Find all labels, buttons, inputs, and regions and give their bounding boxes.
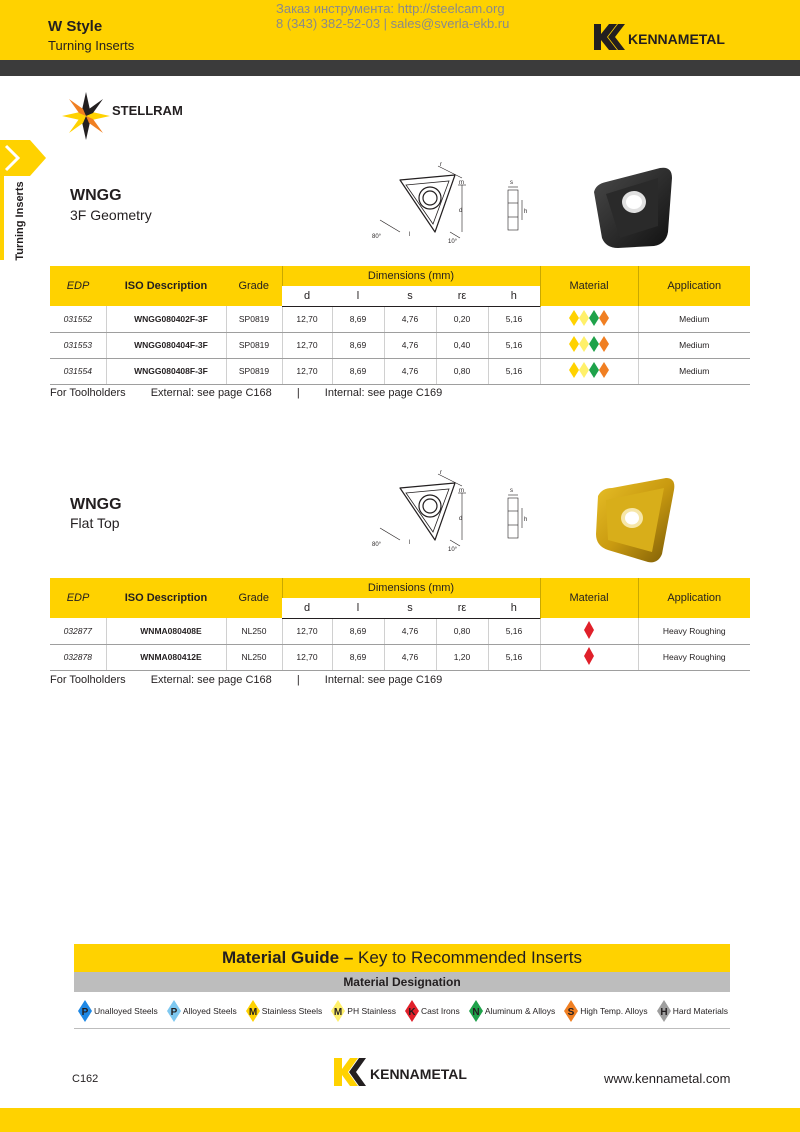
diagram-label-h: h bbox=[524, 209, 528, 215]
diagram-label-l: l bbox=[409, 232, 411, 238]
cell-h: 5,16 bbox=[488, 618, 540, 644]
material-diamonds-icon bbox=[567, 334, 611, 354]
material-diamonds-icon bbox=[567, 360, 611, 380]
legend-label: Cast Irons bbox=[421, 1006, 460, 1016]
cell-d: 12,70 bbox=[282, 358, 332, 384]
material-guide-title-rest: Key to Recommended Inserts bbox=[353, 948, 582, 967]
table-row bbox=[50, 618, 750, 644]
legend-item bbox=[246, 1000, 322, 1022]
cell-h: 5,16 bbox=[488, 306, 540, 332]
toolholders-separator: | bbox=[296, 674, 300, 686]
table-row bbox=[50, 332, 750, 358]
cell-iso: WNMA080408E bbox=[106, 618, 226, 644]
cell-l: 8,69 bbox=[332, 358, 384, 384]
footer-band bbox=[0, 1108, 800, 1132]
product-geometry: 3F Geometry bbox=[70, 207, 152, 223]
diagram-label-angle80: 80° bbox=[372, 234, 382, 240]
material-guide-title-bold: Material Guide – bbox=[222, 948, 354, 967]
kennametal-wordmark: KENNAMETAL bbox=[370, 1066, 467, 1082]
cell-edp: 032877 bbox=[50, 618, 106, 644]
legend-item bbox=[331, 1000, 396, 1022]
diagram-label-s: s bbox=[510, 488, 513, 494]
cell-re: 1,20 bbox=[436, 644, 488, 670]
cell-d: 12,70 bbox=[282, 306, 332, 332]
col-application: Application bbox=[638, 578, 750, 618]
header-stripe bbox=[0, 60, 800, 76]
legend-label: Alloyed Steels bbox=[182, 1006, 237, 1016]
legend-label: PH Stainless bbox=[347, 1006, 396, 1016]
diagram-label-angle10: 10° bbox=[448, 547, 458, 553]
svg-text:P: P bbox=[170, 1007, 178, 1018]
cell-material bbox=[540, 618, 638, 644]
cell-material bbox=[540, 332, 638, 358]
diagram-label-r: r bbox=[440, 162, 442, 168]
cell-h: 5,16 bbox=[488, 644, 540, 670]
col-re: rε bbox=[436, 286, 488, 306]
cast-iron-diamond-icon bbox=[582, 646, 596, 666]
insert-dimension-diagram bbox=[370, 468, 550, 556]
hard-material-diamond-icon bbox=[657, 1000, 671, 1022]
insert-photo-dark bbox=[588, 162, 680, 252]
col-iso: ISO Description bbox=[106, 578, 226, 618]
legend-item bbox=[405, 1000, 460, 1022]
insert-photo-gold bbox=[588, 472, 680, 568]
material-designation-header: Material Designation bbox=[74, 972, 730, 992]
cell-s: 4,76 bbox=[384, 618, 436, 644]
cell-d: 12,70 bbox=[282, 332, 332, 358]
legend-item bbox=[564, 1000, 647, 1022]
col-d: d bbox=[282, 286, 332, 306]
ph-stainless-diamond-icon bbox=[331, 1000, 345, 1022]
legend-item bbox=[78, 1000, 158, 1022]
toolholders-external-link[interactable]: External: see page C168 bbox=[150, 674, 272, 686]
diagram-label-h: h bbox=[524, 517, 528, 523]
cell-iso: WNGG080404F-3F bbox=[106, 332, 226, 358]
cell-grade: SP0819 bbox=[226, 306, 282, 332]
svg-text:M: M bbox=[334, 1007, 343, 1018]
cell-d: 12,70 bbox=[282, 618, 332, 644]
alloyed-steel-diamond-icon bbox=[167, 1000, 181, 1022]
toolholders-external-link[interactable]: External: see page C168 bbox=[150, 387, 272, 399]
table-row bbox=[50, 644, 750, 670]
cell-re: 0,20 bbox=[436, 306, 488, 332]
product-geometry: Flat Top bbox=[70, 515, 120, 531]
legend-item bbox=[657, 1000, 728, 1022]
cell-grade: SP0819 bbox=[226, 358, 282, 384]
diagram-label-l: l bbox=[409, 540, 411, 546]
cell-edp: 032878 bbox=[50, 644, 106, 670]
toolholders-note bbox=[50, 387, 464, 399]
cell-material bbox=[540, 644, 638, 670]
cell-material bbox=[540, 306, 638, 332]
col-edp: EDP bbox=[50, 578, 106, 618]
product-name: WNGG bbox=[70, 187, 122, 204]
cell-application: Heavy Roughing bbox=[638, 644, 750, 670]
order-info-line: Заказ инструмента: http://steelcam.org bbox=[276, 1, 505, 16]
col-s: s bbox=[384, 598, 436, 618]
col-material: Material bbox=[540, 266, 638, 306]
svg-text:N: N bbox=[472, 1007, 480, 1018]
cell-material bbox=[540, 358, 638, 384]
cell-application: Heavy Roughing bbox=[638, 618, 750, 644]
col-grade: Grade bbox=[226, 578, 282, 618]
cell-iso: WNGG080408F-3F bbox=[106, 358, 226, 384]
diagram-label-m: m bbox=[459, 488, 464, 494]
high-temp-alloy-diamond-icon bbox=[564, 1000, 578, 1022]
page-number: C162 bbox=[72, 1073, 99, 1085]
material-legend bbox=[78, 1000, 728, 1022]
cell-edp: 031554 bbox=[50, 358, 106, 384]
cell-l: 8,69 bbox=[332, 644, 384, 670]
diagram-label-d: d bbox=[459, 208, 463, 214]
toolholders-label: For Toolholders bbox=[50, 387, 126, 399]
cell-edp: 031552 bbox=[50, 306, 106, 332]
insert-dimension-diagram bbox=[370, 160, 550, 248]
table-row bbox=[50, 306, 750, 332]
unalloyed-steel-diamond-icon bbox=[78, 1000, 92, 1022]
svg-text:P: P bbox=[81, 1007, 89, 1018]
cell-application: Medium bbox=[638, 332, 750, 358]
cell-s: 4,76 bbox=[384, 644, 436, 670]
toolholders-label: For Toolholders bbox=[50, 674, 126, 686]
legend-item bbox=[167, 1000, 237, 1022]
material-diamonds-icon bbox=[567, 308, 611, 328]
kennametal-wordmark: KENNAMETAL bbox=[628, 31, 725, 47]
cell-s: 4,76 bbox=[384, 332, 436, 358]
side-tab-label: Turning Inserts bbox=[14, 181, 26, 261]
col-iso: ISO Description bbox=[106, 266, 226, 306]
cell-h: 5,16 bbox=[488, 332, 540, 358]
cell-application: Medium bbox=[638, 306, 750, 332]
col-h: h bbox=[488, 598, 540, 618]
side-tab-arrow-icon bbox=[0, 140, 46, 176]
col-d: d bbox=[282, 598, 332, 618]
cell-edp: 031553 bbox=[50, 332, 106, 358]
aluminum-diamond-icon bbox=[469, 1000, 483, 1022]
diagram-label-angle80: 80° bbox=[372, 542, 382, 548]
cell-l: 8,69 bbox=[332, 332, 384, 358]
material-guide-title bbox=[74, 944, 730, 972]
product-table-3f bbox=[50, 266, 750, 385]
col-application: Application bbox=[638, 266, 750, 306]
col-s: s bbox=[384, 286, 436, 306]
cell-l: 8,69 bbox=[332, 618, 384, 644]
diagram-label-m: m bbox=[459, 180, 464, 186]
legend-label: Hard Materials bbox=[672, 1006, 728, 1016]
legend-item bbox=[469, 1000, 555, 1022]
toolholders-internal-link[interactable]: Internal: see page C169 bbox=[324, 674, 443, 686]
col-edp: EDP bbox=[50, 266, 106, 306]
website-link[interactable]: www.kennametal.com bbox=[604, 1071, 731, 1086]
cast-iron-diamond-icon bbox=[405, 1000, 419, 1022]
col-l: l bbox=[332, 286, 384, 306]
cell-s: 4,76 bbox=[384, 358, 436, 384]
col-re: rε bbox=[436, 598, 488, 618]
diagram-label-d: d bbox=[459, 516, 463, 522]
toolholders-note bbox=[50, 674, 464, 686]
page-subtitle: Turning Inserts bbox=[48, 38, 135, 53]
svg-text:K: K bbox=[408, 1007, 416, 1018]
cell-re: 0,80 bbox=[436, 618, 488, 644]
cell-l: 8,69 bbox=[332, 306, 384, 332]
legend-label: Aluminum & Alloys bbox=[484, 1006, 556, 1016]
svg-text:S: S bbox=[567, 1007, 575, 1018]
stellram-logo bbox=[60, 90, 200, 142]
page-title: W Style bbox=[48, 18, 103, 35]
toolholders-internal-link[interactable]: Internal: see page C169 bbox=[324, 387, 443, 399]
col-h: h bbox=[488, 286, 540, 306]
legend-label: Stainless Steels bbox=[261, 1006, 323, 1016]
col-dimensions: Dimensions (mm) bbox=[282, 578, 540, 598]
svg-text:M: M bbox=[248, 1007, 257, 1018]
cell-h: 5,16 bbox=[488, 358, 540, 384]
product-table-flat-top bbox=[50, 578, 750, 671]
material-guide-divider bbox=[74, 1028, 730, 1029]
cell-iso: WNMA080412E bbox=[106, 644, 226, 670]
stellram-wordmark: STELLRAM bbox=[112, 103, 183, 118]
diagram-label-r: r bbox=[440, 470, 442, 476]
stainless-steel-diamond-icon bbox=[246, 1000, 260, 1022]
cell-re: 0,40 bbox=[436, 332, 488, 358]
diagram-label-s: s bbox=[510, 180, 513, 186]
diagram-label-angle10: 10° bbox=[448, 239, 458, 245]
cell-s: 4,76 bbox=[384, 306, 436, 332]
cell-iso: WNGG080402F-3F bbox=[106, 306, 226, 332]
cast-iron-diamond-icon bbox=[582, 620, 596, 640]
legend-label: Unalloyed Steels bbox=[94, 1006, 158, 1016]
toolholders-separator: | bbox=[296, 387, 300, 399]
kennametal-logo bbox=[594, 24, 734, 50]
cell-grade: NL250 bbox=[226, 618, 282, 644]
col-grade: Grade bbox=[226, 266, 282, 306]
product-name: WNGG bbox=[70, 496, 122, 513]
col-l: l bbox=[332, 598, 384, 618]
table-row bbox=[50, 358, 750, 384]
contact-info-line: 8 (343) 382-52-03 | sales@sverla-ekb.ru bbox=[276, 16, 510, 31]
cell-re: 0,80 bbox=[436, 358, 488, 384]
cell-grade: SP0819 bbox=[226, 332, 282, 358]
col-dimensions: Dimensions (mm) bbox=[282, 266, 540, 286]
col-material: Material bbox=[540, 578, 638, 618]
cell-d: 12,70 bbox=[282, 644, 332, 670]
svg-text:H: H bbox=[660, 1007, 668, 1018]
cell-grade: NL250 bbox=[226, 644, 282, 670]
kennametal-logo bbox=[334, 1058, 474, 1086]
cell-application: Medium bbox=[638, 358, 750, 384]
legend-label: High Temp. Alloys bbox=[580, 1006, 648, 1016]
